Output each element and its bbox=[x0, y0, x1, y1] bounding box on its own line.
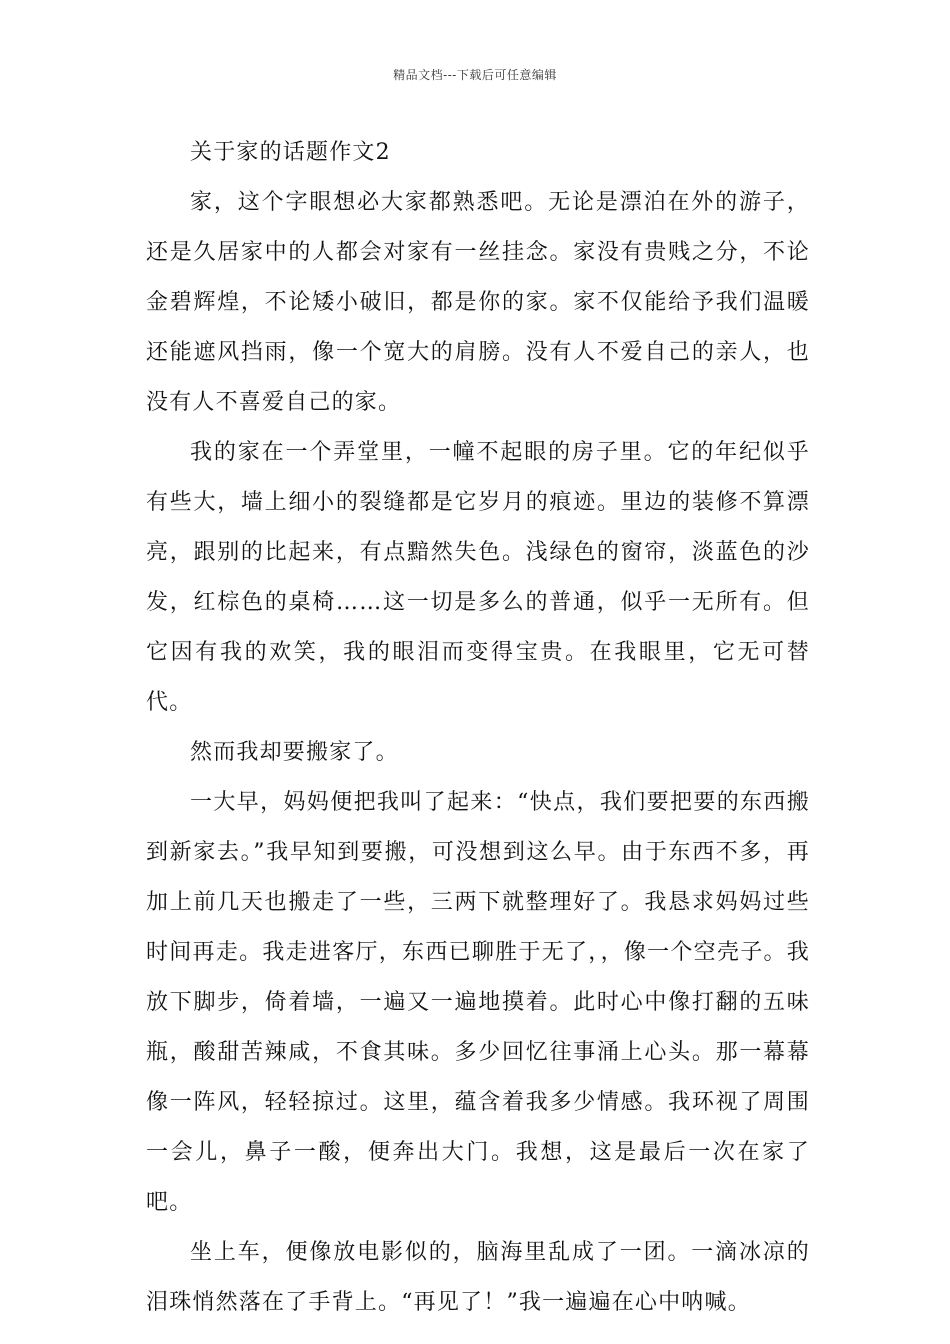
paragraph: 一大早，妈妈便把我叫了起来：“快点，我们要把要的东西搬到新家去。”我早知到要搬，可没想到这么早。由于东西不多，再加上前几天也搬走了一些，三两下就整理好了。我恳求妈妈过些时间再走。我走进客厅，东西已聊胜于无了，，像一个空壳子。我放下脚步，倚着墙，一遍又一遍地摸着。此时心中像打翻的五味瓶，酸甜苦辣咸，不食其味。多少回忆往事涌上心头。那一幕幕像一阵风，轻轻掠过。这里，蕴含着我多少情感。我环视了周围一会儿，鼻子一酸，便奔出大门。我想，这是最后一次在家了吧。 bbox=[146, 790, 810, 1215]
paragraph: 我的家在一个弄堂里，一幢不起眼的房子里。它的年纪似乎有些大，墙上细小的裂缝都是它岁月的痕迹。里边的装修不算漂亮，跟别的比起来，有点黯然失色。浅绿色的窗帘，淡蓝色的沙发，红棕色的桌椅……这一切是多么的普通，似乎一无所有。但它因有我的欢笑，我的眼泪而变得宝贵。在我眼里，它无可替代。 bbox=[146, 440, 810, 715]
paragraph: 坐上车，便像放电影似的，脑海里乱成了一团。一滴冰凉的泪珠悄然落在了手背上。“再见了！”我一遍遍在心中呐喊。 bbox=[146, 1240, 810, 1315]
document-body bbox=[146, 128, 810, 1328]
paragraph: 然而我却要搬家了。 bbox=[190, 740, 399, 765]
page-header: 精品文档---下载后可任意编辑 bbox=[393, 68, 557, 82]
document-title: 关于家的话题作文2 bbox=[190, 140, 391, 165]
paragraph: 家，这个字眼想必大家都熟悉吧。无论是漂泊在外的游子，还是久居家中的人都会对家有一丝挂念。家没有贵贱之分，不论金碧辉煌，不论矮小破旧，都是你的家。家不仅能给予我们温暖还能遮风挡雨，像一个宽大的肩膀。没有人不爱自己的亲人，也没有人不喜爱自己的家。 bbox=[146, 190, 810, 415]
